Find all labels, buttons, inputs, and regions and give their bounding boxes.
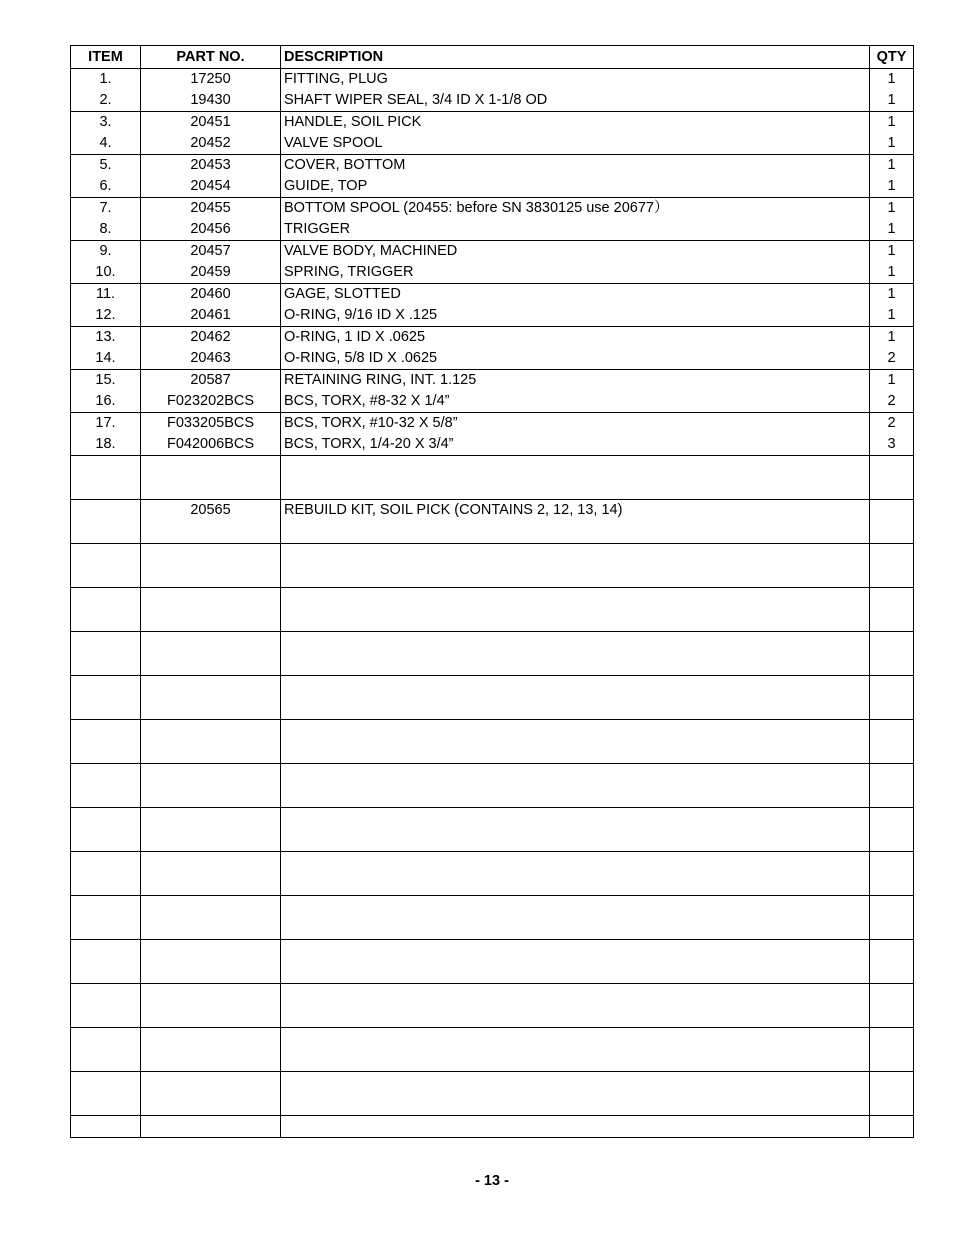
part-no-cell: 20451 bbox=[141, 112, 281, 134]
part-no-cell: 20463 bbox=[141, 348, 281, 370]
qty-cell: 2 bbox=[870, 348, 914, 370]
qty-cell: 1 bbox=[870, 241, 914, 263]
item-cell: 2. bbox=[71, 90, 141, 112]
table-row bbox=[71, 434, 914, 456]
empty-cell bbox=[281, 544, 870, 588]
item-cell: 6. bbox=[71, 176, 141, 198]
qty-cell: 2 bbox=[870, 413, 914, 435]
empty-cell bbox=[141, 720, 281, 764]
empty-cell bbox=[281, 896, 870, 940]
empty-cell bbox=[141, 676, 281, 720]
part-no-cell: 20456 bbox=[141, 219, 281, 241]
empty-cell bbox=[870, 676, 914, 720]
empty-cell bbox=[281, 1028, 870, 1072]
empty-cell bbox=[71, 852, 141, 896]
empty-cell bbox=[71, 1072, 141, 1116]
table-row bbox=[71, 90, 914, 112]
blank-row bbox=[71, 940, 914, 984]
item-cell: 4. bbox=[71, 133, 141, 155]
empty-cell bbox=[141, 588, 281, 632]
table-row bbox=[71, 327, 914, 349]
empty-cell bbox=[71, 1116, 141, 1138]
item-cell: 11. bbox=[71, 284, 141, 306]
description-cell: O-RING, 9/16 ID X .125 bbox=[281, 305, 870, 327]
item-cell: 10. bbox=[71, 262, 141, 284]
empty-cell bbox=[281, 1072, 870, 1116]
table-row bbox=[71, 112, 914, 134]
part-no-cell: 20462 bbox=[141, 327, 281, 349]
table-header bbox=[71, 46, 914, 69]
empty-cell bbox=[281, 940, 870, 984]
qty-cell: 1 bbox=[870, 90, 914, 112]
part-no-cell: 20460 bbox=[141, 284, 281, 306]
item-cell: 14. bbox=[71, 348, 141, 370]
empty-cell bbox=[870, 896, 914, 940]
blank-row bbox=[71, 764, 914, 808]
empty-cell bbox=[870, 632, 914, 676]
description-cell: HANDLE, SOIL PICK bbox=[281, 112, 870, 134]
empty-cell bbox=[141, 896, 281, 940]
empty-cell bbox=[870, 764, 914, 808]
qty-cell: 1 bbox=[870, 198, 914, 220]
empty-cell bbox=[71, 500, 141, 544]
empty-cell bbox=[71, 632, 141, 676]
description-cell: BOTTOM SPOOL (20455: before SN 3830125 use 20677） bbox=[281, 198, 870, 220]
qty-cell: 2 bbox=[870, 391, 914, 413]
kit-part-no-cell: 20565 bbox=[141, 500, 281, 544]
empty-cell bbox=[281, 764, 870, 808]
empty-cell bbox=[71, 676, 141, 720]
description-cell: O-RING, 5/8 ID X .0625 bbox=[281, 348, 870, 370]
table-row bbox=[71, 241, 914, 263]
empty-cell bbox=[870, 588, 914, 632]
header-row bbox=[71, 46, 914, 69]
page-number: - 13 - bbox=[475, 1173, 509, 1189]
description-cell: COVER, BOTTOM bbox=[281, 155, 870, 177]
description-cell: GAGE, SLOTTED bbox=[281, 284, 870, 306]
description-cell: BCS, TORX, #8-32 X 1/4” bbox=[281, 391, 870, 413]
qty-cell: 1 bbox=[870, 370, 914, 392]
empty-cell bbox=[71, 808, 141, 852]
part-no-cell: 20452 bbox=[141, 133, 281, 155]
item-cell: 5. bbox=[71, 155, 141, 177]
blank-row bbox=[71, 588, 914, 632]
item-cell: 1. bbox=[71, 69, 141, 91]
item-cell: 16. bbox=[71, 391, 141, 413]
empty-cell bbox=[141, 632, 281, 676]
table-row bbox=[71, 262, 914, 284]
empty-cell bbox=[141, 1072, 281, 1116]
empty-cell bbox=[141, 456, 281, 500]
description-cell: SHAFT WIPER SEAL, 3/4 ID X 1-1/8 OD bbox=[281, 90, 870, 112]
description-cell: GUIDE, TOP bbox=[281, 176, 870, 198]
part-no-cell: 20454 bbox=[141, 176, 281, 198]
empty-cell bbox=[281, 632, 870, 676]
blank-row bbox=[71, 896, 914, 940]
table-row bbox=[71, 69, 914, 91]
item-cell: 12. bbox=[71, 305, 141, 327]
empty-cell bbox=[870, 456, 914, 500]
table-row bbox=[71, 133, 914, 155]
part-no-cell: 19430 bbox=[141, 90, 281, 112]
empty-cell bbox=[281, 808, 870, 852]
table-row bbox=[71, 391, 914, 413]
parts-table bbox=[70, 45, 914, 1138]
item-cell: 7. bbox=[71, 198, 141, 220]
blank-row bbox=[71, 984, 914, 1028]
empty-cell bbox=[71, 544, 141, 588]
table-body bbox=[71, 69, 914, 1138]
empty-cell bbox=[870, 1116, 914, 1138]
header-description: DESCRIPTION bbox=[281, 46, 870, 69]
qty-cell: 1 bbox=[870, 69, 914, 91]
blank-row bbox=[71, 808, 914, 852]
empty-cell bbox=[281, 456, 870, 500]
blank-row bbox=[71, 852, 914, 896]
header-qty: QTY bbox=[870, 46, 914, 69]
empty-cell bbox=[870, 1028, 914, 1072]
description-cell: VALVE BODY, MACHINED bbox=[281, 241, 870, 263]
description-cell: O-RING, 1 ID X .0625 bbox=[281, 327, 870, 349]
empty-cell bbox=[870, 500, 914, 544]
empty-cell bbox=[281, 720, 870, 764]
part-no-cell: 20453 bbox=[141, 155, 281, 177]
item-cell: 8. bbox=[71, 219, 141, 241]
blank-row bbox=[71, 456, 914, 500]
empty-cell bbox=[141, 1028, 281, 1072]
table-row bbox=[71, 155, 914, 177]
part-no-cell: 20587 bbox=[141, 370, 281, 392]
item-cell: 9. bbox=[71, 241, 141, 263]
blank-row bbox=[71, 544, 914, 588]
empty-cell bbox=[870, 720, 914, 764]
qty-cell: 1 bbox=[870, 176, 914, 198]
item-cell: 15. bbox=[71, 370, 141, 392]
empty-cell bbox=[141, 852, 281, 896]
empty-cell bbox=[870, 984, 914, 1028]
empty-cell bbox=[281, 676, 870, 720]
empty-cell bbox=[141, 1116, 281, 1138]
empty-cell bbox=[141, 808, 281, 852]
description-cell: TRIGGER bbox=[281, 219, 870, 241]
qty-cell: 1 bbox=[870, 327, 914, 349]
description-cell: BCS, TORX, 1/4-20 X 3/4” bbox=[281, 434, 870, 456]
part-no-cell: 17250 bbox=[141, 69, 281, 91]
blank-row bbox=[71, 676, 914, 720]
empty-cell bbox=[870, 544, 914, 588]
part-no-cell: 20457 bbox=[141, 241, 281, 263]
qty-cell: 1 bbox=[870, 133, 914, 155]
table-row bbox=[71, 198, 914, 220]
empty-cell bbox=[870, 808, 914, 852]
part-no-cell: F042006BCS bbox=[141, 434, 281, 456]
kit-row bbox=[71, 500, 914, 544]
description-cell: VALVE SPOOL bbox=[281, 133, 870, 155]
part-no-cell: 20459 bbox=[141, 262, 281, 284]
table-row bbox=[71, 348, 914, 370]
table-row bbox=[71, 305, 914, 327]
table-row bbox=[71, 413, 914, 435]
empty-cell bbox=[281, 852, 870, 896]
empty-cell bbox=[71, 764, 141, 808]
item-cell: 13. bbox=[71, 327, 141, 349]
empty-cell bbox=[870, 852, 914, 896]
blank-row bbox=[71, 632, 914, 676]
blank-row bbox=[71, 1072, 914, 1116]
empty-cell bbox=[71, 720, 141, 764]
empty-cell bbox=[71, 984, 141, 1028]
part-no-cell: F023202BCS bbox=[141, 391, 281, 413]
empty-cell bbox=[281, 1116, 870, 1138]
empty-cell bbox=[141, 984, 281, 1028]
empty-cell bbox=[71, 588, 141, 632]
part-no-cell: F033205BCS bbox=[141, 413, 281, 435]
empty-cell bbox=[71, 896, 141, 940]
empty-cell bbox=[141, 544, 281, 588]
kit-description-cell: REBUILD KIT, SOIL PICK (CONTAINS 2, 12, 13, 14) bbox=[281, 500, 870, 544]
table-row bbox=[71, 176, 914, 198]
blank-row bbox=[71, 1116, 914, 1138]
item-cell: 17. bbox=[71, 413, 141, 435]
blank-row bbox=[71, 1028, 914, 1072]
qty-cell: 3 bbox=[870, 434, 914, 456]
empty-cell bbox=[281, 984, 870, 1028]
qty-cell: 1 bbox=[870, 112, 914, 134]
empty-cell bbox=[281, 588, 870, 632]
qty-cell: 1 bbox=[870, 262, 914, 284]
description-cell: BCS, TORX, #10-32 X 5/8” bbox=[281, 413, 870, 435]
description-cell: RETAINING RING, INT. 1.125 bbox=[281, 370, 870, 392]
table-row bbox=[71, 284, 914, 306]
table-row bbox=[71, 219, 914, 241]
empty-cell bbox=[71, 940, 141, 984]
part-no-cell: 20455 bbox=[141, 198, 281, 220]
empty-cell bbox=[870, 940, 914, 984]
description-cell: FITTING, PLUG bbox=[281, 69, 870, 91]
qty-cell: 1 bbox=[870, 284, 914, 306]
empty-cell bbox=[141, 940, 281, 984]
empty-cell bbox=[870, 1072, 914, 1116]
table-row bbox=[71, 370, 914, 392]
description-cell: SPRING, TRIGGER bbox=[281, 262, 870, 284]
qty-cell: 1 bbox=[870, 219, 914, 241]
header-part-no: PART NO. bbox=[141, 46, 281, 69]
empty-cell bbox=[141, 764, 281, 808]
qty-cell: 1 bbox=[870, 305, 914, 327]
header-item: ITEM bbox=[71, 46, 141, 69]
empty-cell bbox=[71, 456, 141, 500]
qty-cell: 1 bbox=[870, 155, 914, 177]
part-no-cell: 20461 bbox=[141, 305, 281, 327]
blank-row bbox=[71, 720, 914, 764]
empty-cell bbox=[71, 1028, 141, 1072]
item-cell: 3. bbox=[71, 112, 141, 134]
item-cell: 18. bbox=[71, 434, 141, 456]
